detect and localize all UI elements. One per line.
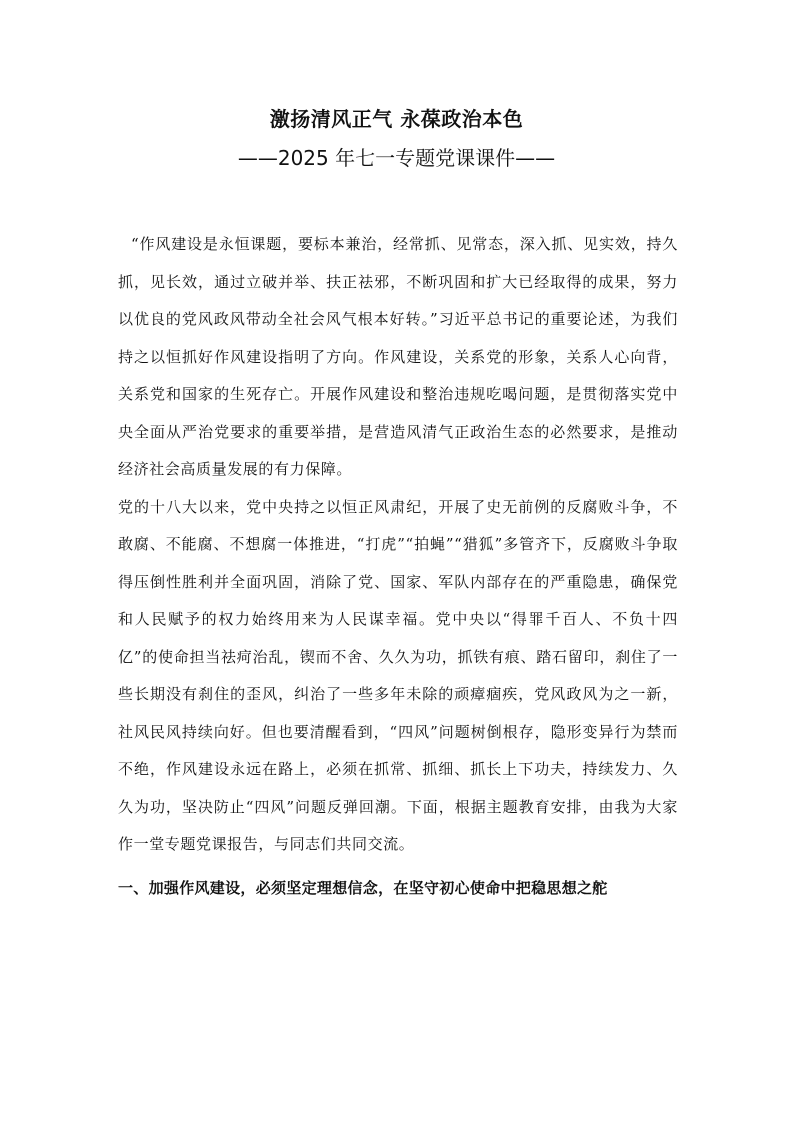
document-subtitle: ——2025 年七一专题党课课件—— xyxy=(237,146,556,170)
document-body xyxy=(118,226,678,907)
paragraph-2: 党的十八大以来，党中央持之以恒正风肃纪，开展了史无前例的反腐败斗争，不敢腐、不能腐、不想腐一体推进，“打虎”“拍蝇”“猎狐”多管齐下，反腐败斗争取得压倒性胜利并全面巩固，消除了党、国家、军队内部存在的严重隐患，确保党和人民赋予的权力始终用来为人民谋幸福。党中央以“得罪千百人、不负十四亿”的使命担当祛疴治乱，锲而不舍、久久为功，抓铁有痕、踏石留印，刹住了一些长期没有刹住的歪风，纠治了一些多年未除的顽瘴痼疾，党风政风为之一新，社风民风持续向好。但也要清醒看到，“四风”问题树倒根存，隐形变异行为禁而不绝，作风建设永远在路上，必须在抓常、抓细、抓长上下功夫，持续发力、久久为功，坚决防止“四风”问题反弹回潮。下面，根据主题教育安排，由我为大家作一堂专题党课报告，与同志们共同交流。 xyxy=(118,497,678,853)
document-title: 激扬清风正气 永葆政治本色 xyxy=(269,107,524,131)
section-heading-1: 一、加强作风建设，必须坚定理想信念，在坚守初心使命中把稳思想之舵 xyxy=(118,878,608,897)
paragraph-1: “作风建设是永恒课题，要标本兼治，经常抓、见常态，深入抓、见实效，持久抓，见长效，通过立破并举、扶正祛邪，不断巩固和扩大已经取得的成果，努力以优良的党风政风带动全社会风气根本好转。”习近平总书记的重要论述，为我们持之以恒抓好作风建设指明了方向。作风建设，关系党的形象，关系人心向背，关系党和国家的生死存亡。开展作风建设和整治违规吃喝问题，是贯彻落实党中央全面从严治党要求的重要举措，是营造风清气正政治生态的必然要求，是推动经济社会高质量发展的有力保障。 xyxy=(118,235,678,478)
